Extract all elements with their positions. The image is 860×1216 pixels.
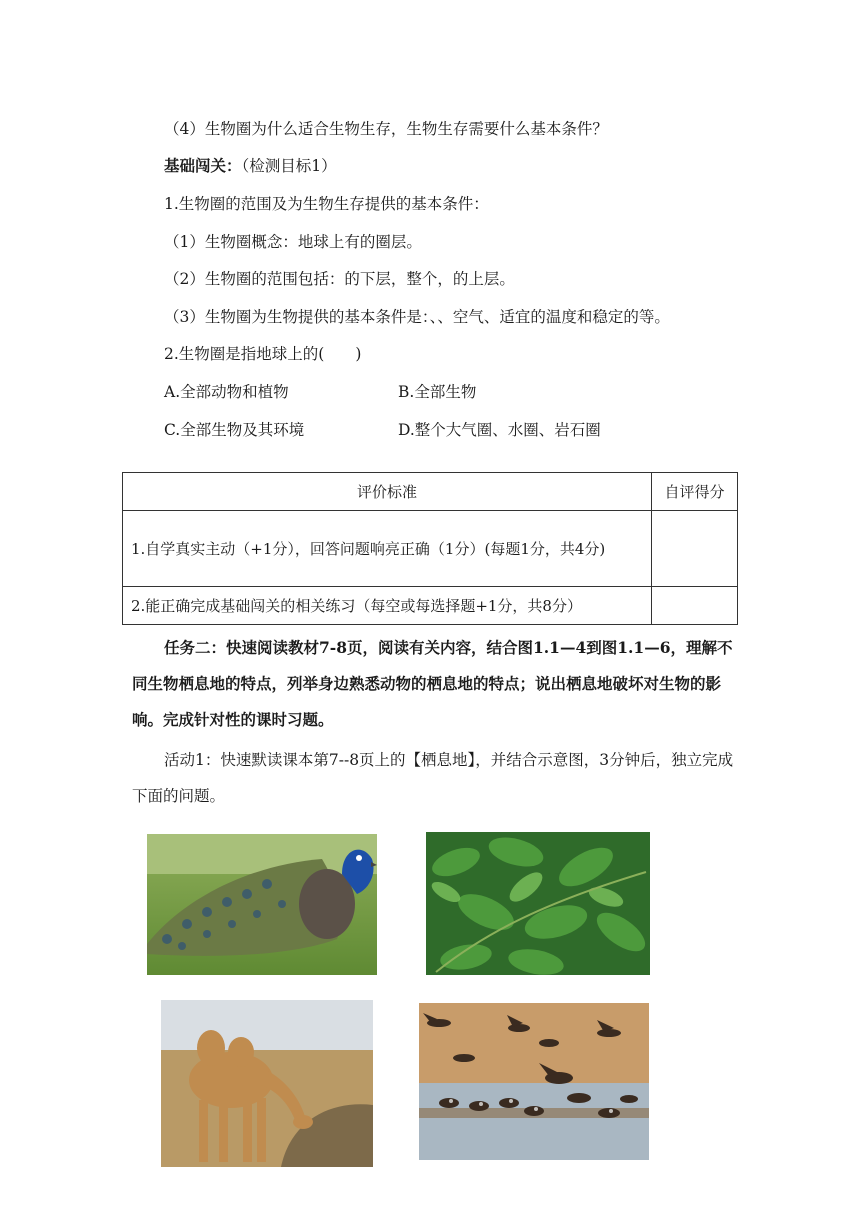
- basic-title: 基础闯关：: [164, 156, 242, 175]
- table-header-row: [123, 473, 738, 511]
- criteria-cell: 2.能正确完成基础闯关的相关练习（每空或每选择题+1分，共8分）: [123, 587, 652, 625]
- table-row: [123, 587, 738, 625]
- activity-1-paragraph: 活动1：快速默读课本第7--8页上的【栖息地】，并结合示意图，3分钟后，独立完成下面的问题。: [132, 751, 734, 805]
- option-b: B.全部生物: [398, 383, 477, 401]
- item-1: 1.生物圈的范围及为生物生存提供的基本条件：: [164, 195, 489, 213]
- evaluation-table: [122, 472, 738, 625]
- header-criteria: 评价标准: [123, 473, 652, 511]
- basic-target: （检测目标1）: [241, 157, 337, 175]
- camel-photo: [161, 1000, 373, 1167]
- peacock-photo: [147, 834, 377, 975]
- option-c: C.全部生物及其环境: [164, 421, 305, 439]
- sub-item-2: （2）生物圈的范围包括：的下层，整个，的上层。: [164, 270, 515, 288]
- option-a: A.全部动物和植物: [164, 383, 289, 401]
- sub-item-1: （1）生物圈概念：地球上有的圈层。: [164, 233, 422, 251]
- basic-section-heading: [164, 155, 337, 177]
- task-2-paragraph: 任务二：快速阅读教材7-8页，阅读有关内容，结合图1.1—4到图1.1—6，理解不同生物栖息地的特点，列举身边熟悉动物的栖息地的特点；说出栖息地破坏对生物的影响。完成针对性的课时习题。: [132, 638, 733, 729]
- ducks-water-photo: [419, 1003, 649, 1160]
- sub-item-3: （3）生物圈为生物提供的基本条件是：、、空气、适宜的温度和稳定的等。: [164, 308, 670, 326]
- table-row: [123, 511, 738, 587]
- score-cell[interactable]: [652, 511, 738, 587]
- question-4: （4）生物圈为什么适合生物生存，生物生存需要什么基本条件？: [164, 120, 608, 138]
- criteria-cell: 1.自学真实主动（+1分），回答问题响亮正确（1分）(每题1分，共4分): [123, 511, 652, 587]
- header-score: 自评得分: [652, 473, 738, 511]
- score-cell[interactable]: [652, 587, 738, 625]
- plant-leaves-photo: [426, 832, 650, 975]
- item-2: 2.生物圈是指地球上的( ): [164, 345, 362, 363]
- option-d: D.整个大气圈、水圈、岩石圈: [398, 421, 601, 439]
